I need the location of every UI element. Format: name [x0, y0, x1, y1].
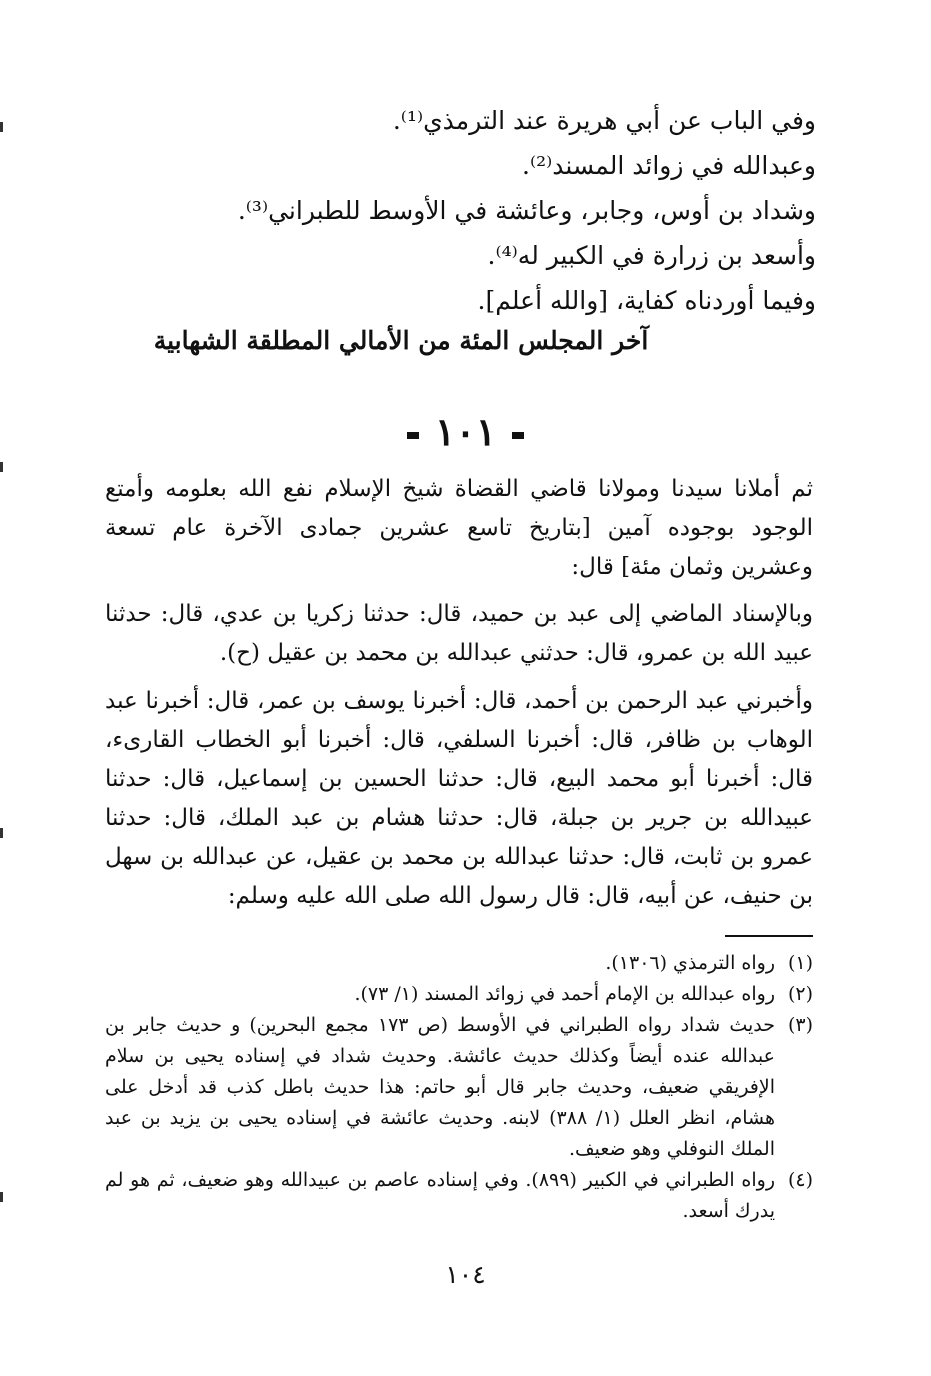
footnote-separator [725, 935, 813, 937]
dash-mark [512, 432, 524, 439]
footnote [105, 1010, 813, 1165]
margin-mark [0, 122, 3, 132]
footnote-text: رواه الترمذي (١٣٠٦). [605, 952, 775, 974]
footnote-number: (٣) [787, 1014, 813, 1036]
session-number: ١٠١ [434, 409, 497, 454]
text-line: وعبدالله في زوائد المسند⁽²⁾. [522, 151, 816, 180]
footnote [105, 979, 813, 1010]
session-end-heading: آخر المجلس المئة من الأمالي المطلقة الشهابية [153, 326, 649, 355]
footnote-text: رواه الطبراني في الكبير (٨٩٩). وفي إسناده عاصم بن عبيدالله وهو ضعيف، ثم هو لم يدرك أسعد. [105, 1169, 775, 1222]
page-number: ١٠٤ [445, 1260, 486, 1289]
footnote-text: رواه عبدالله بن الإمام أحمد في زوائد المسند (١/ ٧٣). [354, 983, 775, 1005]
footnote-number: (٢) [787, 983, 813, 1005]
paragraph-isnad-1 [105, 595, 813, 673]
session-number-heading [0, 402, 931, 462]
margin-mark [0, 828, 3, 838]
footnote-number: (١) [787, 952, 813, 974]
text-line: وأسعد بن زرارة في الكبير له⁽⁴⁾. [487, 241, 816, 270]
footnote [105, 1165, 813, 1227]
dash-mark [407, 432, 419, 439]
paragraph-text: وأخبرني عبد الرحمن بن أحمد، قال: أخبرنا يوسف بن عمر، قال: أخبرنا عبد الوهاب بن ظافر، قال: أخبرنا السلفي، قال: أخبرنا أبو الخطاب القارىء، قال: أخبرنا أبو محمد البيع، قال: حدثنا الحسين بن إسماعيل، قال: حدثنا عبيدالله بن جرير بن جبلة، قال: حدثنا هشام بن عبد الملك، قال: حدثنا عمرو بن ثابت، قال: حدثنا عبدالله بن محمد بن عقيل، عن عبدالله بن سهل بن حنيف، عن أبيه، قال: قال رسول الله صلى الله عليه وسلم: [105, 688, 814, 909]
paragraph-intro [105, 470, 813, 587]
text-line: وشداد بن أوس، وجابر، وعائشة في الأوسط للطبراني⁽³⁾. [237, 196, 816, 225]
footnote [105, 948, 813, 979]
text-line: وفيما أوردناه كفاية، [والله أعلم]. [477, 286, 816, 315]
paragraph-isnad-2 [105, 682, 813, 916]
paragraph-text: ثم أملانا سيدنا ومولانا قاضي القضاة شيخ الإسلام نفع الله بعلومه وأمتع الوجود بوجوده آمين [بتاريخ تاسع عشرين جمادى الآخرة عام تسعة وعشرين وثمان مئة] قال: [105, 476, 813, 580]
footnotes [105, 948, 813, 1227]
paragraph-text: وبالإسناد الماضي إلى عبد بن حميد، قال: حدثنا زكريا بن عدي، قال: حدثنا عبيد الله بن عمرو، قال: حدثني عبدالله بن محمد بن عقيل (ح). [105, 601, 813, 666]
margin-mark [0, 462, 3, 472]
text-line: وفي الباب عن أبي هريرة عند الترمذي⁽¹⁾. [392, 106, 816, 135]
footnote-text: حديث شداد رواه الطبراني في الأوسط (ص ١٧٣ مجمع البحرين) و حديث جابر بن عبدالله عنده أيضاً وكذلك حديث عائشة. وحديث شداد في إسناده يحيى بن سلام الإفريقي ضعيف، وحديث جابر قال أبو حاتم: هذا حديث باطل كذب قد أدخل على هشام، انظر العلل (١/ ٣٨٨) لابنه. وحديث عائشة في إسناده يحيى بن يزيد بن عبد الملك النوفلي وهو ضعيف. [105, 1014, 776, 1160]
margin-mark [0, 1192, 3, 1202]
footnote-number: (٤) [787, 1169, 813, 1191]
closing-text [116, 98, 816, 323]
